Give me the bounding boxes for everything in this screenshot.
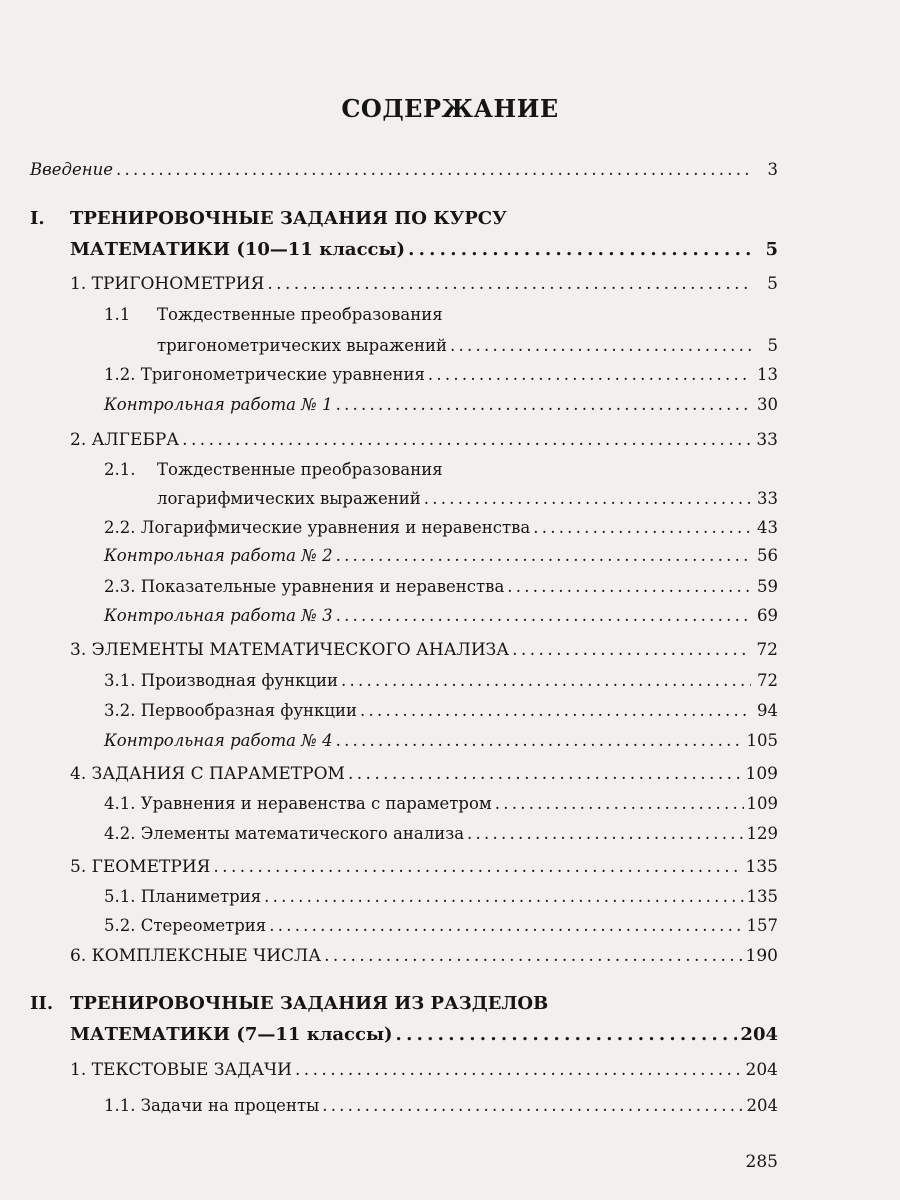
toc-label: Контрольная работа № 2 <box>104 546 333 565</box>
dot-leader <box>424 489 751 508</box>
toc-entry-s1 <box>70 274 778 294</box>
dot-leader <box>396 1024 738 1045</box>
toc-page-number: 5 <box>767 274 778 294</box>
toc-label: 3. ЭЛЕМЕНТЫ МАТЕМАТИЧЕСКОГО АНАЛИЗА <box>70 640 510 660</box>
dot-leader <box>507 577 751 596</box>
dot-leader <box>336 606 751 625</box>
toc-label: 3.1. Производная функции <box>104 671 339 690</box>
toc-page-number: 5 <box>765 239 778 260</box>
toc-page-number: 157 <box>746 916 778 935</box>
page-number: 285 <box>745 1152 778 1172</box>
toc-entry-k2 <box>104 546 778 565</box>
toc-entry-s3 <box>70 640 778 660</box>
dot-leader <box>295 1060 743 1080</box>
s1-1-line1: Тождественные преобразования <box>157 305 443 324</box>
toc-label: Контрольная работа № 1 <box>104 395 333 414</box>
s2-1-number: 2.1. <box>104 460 136 479</box>
toc-entry-s3-2 <box>104 701 778 720</box>
toc-label: 3.2. Первообразная функции <box>104 701 357 720</box>
dot-leader <box>322 1096 743 1115</box>
toc-entry-s4-1 <box>104 794 778 813</box>
dot-leader <box>269 916 743 935</box>
toc-page-number: 94 <box>757 701 778 720</box>
toc-entry-k1 <box>104 395 778 414</box>
toc-entry-s4-2 <box>104 824 778 843</box>
toc-page-number: 109 <box>745 764 778 784</box>
dot-leader <box>264 887 743 906</box>
toc-entry-s6 <box>70 946 778 966</box>
toc-page-number: 204 <box>746 1096 778 1115</box>
dot-leader <box>336 731 744 750</box>
toc-page-number: 72 <box>757 671 778 690</box>
part2-title-line2: МАТЕМАТИКИ (7—11 классы) <box>70 1024 393 1045</box>
toc-entry-s2-1 <box>157 489 778 508</box>
toc-page-number: 204 <box>745 1060 778 1080</box>
toc-entry-s5-2 <box>104 916 778 935</box>
toc-entry-part1 <box>70 239 778 260</box>
toc-label: 1. ТЕКСТОВЫЕ ЗАДАЧИ <box>70 1060 292 1080</box>
toc-page-number: 135 <box>745 857 778 877</box>
part1-title-line2: МАТЕМАТИКИ (10—11 классы) <box>70 239 406 260</box>
dot-leader <box>336 546 751 565</box>
dot-leader <box>360 701 751 720</box>
s1-1-number: 1.1 <box>104 305 131 324</box>
toc-label: Контрольная работа № 3 <box>104 606 333 625</box>
dot-leader <box>182 430 751 450</box>
toc-entry-s5-1 <box>104 887 778 906</box>
toc-label: 6. КОМПЛЕКСНЫЕ ЧИСЛА <box>70 946 322 966</box>
toc-entry-s1-1 <box>157 336 778 355</box>
toc-page-number: 56 <box>757 546 778 565</box>
toc-label: 4.2. Элементы математического анализа <box>104 824 465 843</box>
toc-page-number: 13 <box>757 365 778 384</box>
toc-entry-s3-1 <box>104 671 778 690</box>
dot-leader <box>428 365 751 384</box>
toc-entry-p2s1 <box>70 1060 778 1080</box>
toc-page-number: 3 <box>767 160 778 179</box>
toc-label: 5.2. Стереометрия <box>104 916 267 935</box>
toc-entry-s2-3 <box>104 577 778 596</box>
toc-label: 1. ТРИГОНОМЕТРИЯ <box>70 274 265 294</box>
dot-leader <box>267 274 751 294</box>
toc-label: 2.3. Показательные уравнения и неравенства <box>104 577 505 596</box>
s2-1-line2: логарифмических выражений <box>157 489 421 508</box>
toc-page-number: 135 <box>746 887 778 906</box>
toc-page-number: 5 <box>767 336 778 355</box>
toc-page-number: 129 <box>746 824 778 843</box>
dot-leader <box>467 824 743 843</box>
toc-entry-k4 <box>104 731 778 750</box>
toc-entry-s4 <box>70 764 778 784</box>
toc-page-number: 105 <box>746 731 778 750</box>
toc-entry-p2s1-1 <box>104 1096 778 1115</box>
toc-label: Контрольная работа № 4 <box>104 731 333 750</box>
toc-label: 5.1. Планиметрия <box>104 887 262 906</box>
part1-title-line1: ТРЕНИРОВОЧНЫЕ ЗАДАНИЯ ПО КУРСУ <box>70 208 507 229</box>
toc-label: 1.2. Тригонометрические уравнения <box>104 365 425 384</box>
toc-label: 4.1. Уравнения и неравенства с параметром <box>104 794 492 813</box>
toc-page-number: 204 <box>740 1024 778 1045</box>
dot-leader <box>348 764 743 784</box>
toc-label: 4. ЗАДАНИЯ С ПАРАМЕТРОМ <box>70 764 345 784</box>
page-title: СОДЕРЖАНИЕ <box>341 94 559 123</box>
toc-page-number: 43 <box>757 518 778 537</box>
toc-entry-s1-2 <box>104 365 778 384</box>
dot-leader <box>324 946 742 966</box>
toc-entry-s5 <box>70 857 778 877</box>
toc-page-number: 59 <box>757 577 778 596</box>
part1-number: I. <box>30 208 45 229</box>
dot-leader <box>116 160 751 179</box>
s2-1-line1: Тождественные преобразования <box>157 460 443 479</box>
toc-entry-s2-2 <box>104 518 778 537</box>
toc-page-number: 33 <box>756 430 778 450</box>
toc-page-number: 33 <box>757 489 778 508</box>
toc-label: 1.1. Задачи на проценты <box>104 1096 320 1115</box>
dot-leader <box>336 395 751 414</box>
toc-page-number: 109 <box>746 794 778 813</box>
toc-entry-s2 <box>70 430 778 450</box>
dot-leader <box>450 336 751 355</box>
part2-title-line1: ТРЕНИРОВОЧНЫЕ ЗАДАНИЯ ИЗ РАЗДЕЛОВ <box>70 993 549 1014</box>
s1-1-line2: тригонометрических выражений <box>157 336 448 355</box>
toc-entry-part2 <box>70 1024 778 1045</box>
toc-label: 2. АЛГЕБРА <box>70 430 180 450</box>
toc-label: 5. ГЕОМЕТРИЯ <box>70 857 211 877</box>
dot-leader <box>495 794 744 813</box>
part2-number: II. <box>30 993 54 1014</box>
toc-entry-k3 <box>104 606 778 625</box>
toc-page-number: 30 <box>757 395 778 414</box>
toc-page-number: 69 <box>757 606 778 625</box>
toc-label: 2.2. Логарифмические уравнения и неравенства <box>104 518 531 537</box>
dot-leader <box>213 857 742 877</box>
dot-leader <box>512 640 751 660</box>
dot-leader <box>533 518 751 537</box>
toc-page-number: 72 <box>756 640 778 660</box>
toc-page-number: 190 <box>745 946 778 966</box>
toc-entry-intro <box>30 160 778 179</box>
dot-leader <box>341 671 751 690</box>
dot-leader <box>408 239 751 260</box>
toc-label: Введение <box>30 160 113 179</box>
